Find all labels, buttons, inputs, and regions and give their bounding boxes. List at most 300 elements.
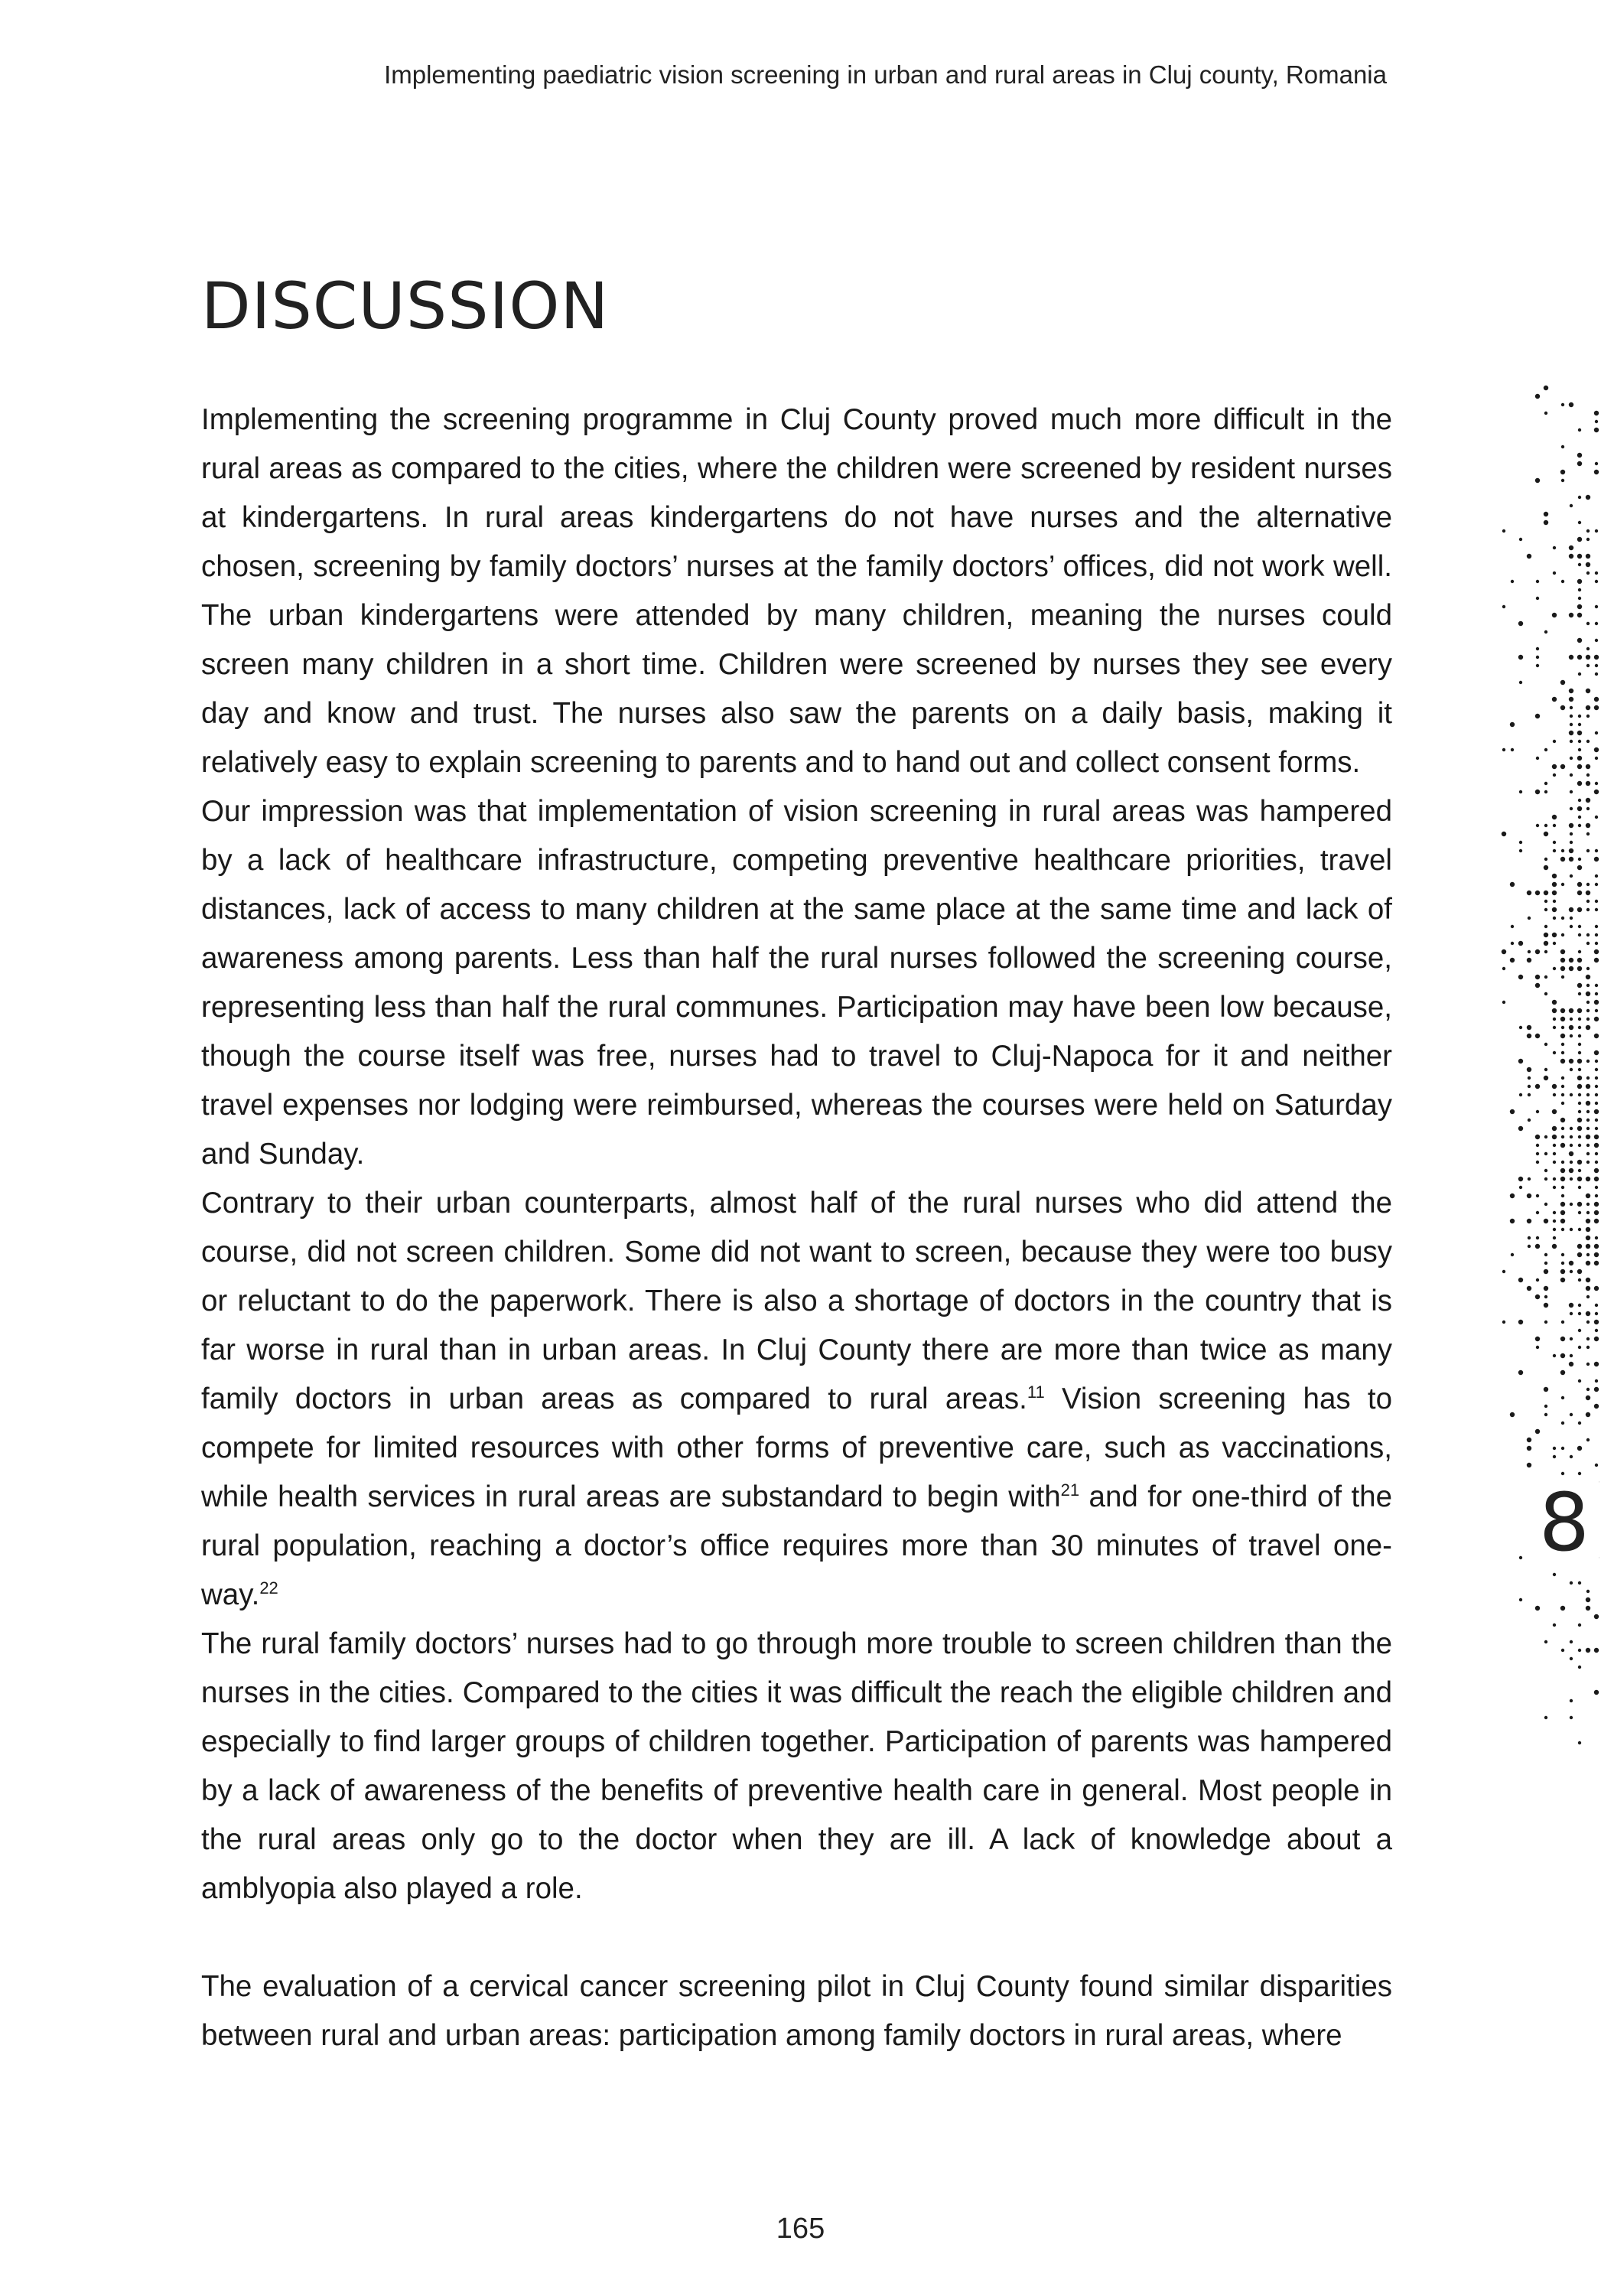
pattern-dot — [1594, 1135, 1599, 1139]
pattern-dot — [1528, 1245, 1531, 1248]
pattern-dot — [1595, 1186, 1598, 1189]
pattern-dot — [1570, 1699, 1573, 1702]
pattern-dot — [1536, 597, 1539, 600]
pattern-dot — [1544, 412, 1547, 415]
pattern-dot — [1595, 883, 1598, 886]
pattern-dot — [1577, 1059, 1582, 1063]
pattern-dot — [1570, 773, 1573, 777]
pattern-dot — [1586, 1194, 1590, 1198]
pattern-dot — [1519, 538, 1522, 541]
pattern-dot — [1544, 832, 1548, 836]
pattern-dot — [1536, 1161, 1539, 1164]
pattern-dot — [1586, 1227, 1590, 1232]
pattern-dot — [1502, 748, 1505, 751]
pattern-dot — [1594, 1109, 1599, 1114]
pattern-dot — [1570, 1228, 1573, 1231]
pattern-dot — [1578, 1666, 1581, 1669]
pattern-dot — [1586, 1025, 1590, 1030]
pattern-dot — [1544, 512, 1548, 516]
pattern-dot — [1560, 1606, 1565, 1610]
pattern-dot — [1502, 949, 1506, 954]
pattern-dot — [1586, 849, 1590, 852]
pattern-dot — [1586, 1590, 1590, 1593]
pattern-dot — [1544, 908, 1547, 911]
pattern-dot — [1586, 705, 1590, 710]
pattern-dot — [1570, 1354, 1573, 1357]
pattern-dot — [1560, 958, 1565, 962]
pattern-dot — [1553, 1623, 1556, 1627]
pattern-dot — [1561, 1253, 1564, 1256]
pattern-dot — [1552, 697, 1557, 702]
pattern-dot — [1553, 1177, 1556, 1181]
pattern-dot — [1560, 470, 1565, 474]
pattern-dot — [1594, 1690, 1599, 1695]
pattern-dot — [1569, 655, 1573, 659]
pattern-dot — [1553, 824, 1556, 827]
chapter-tab-number: 8 — [1530, 1477, 1599, 1568]
pattern-dot — [1553, 849, 1556, 852]
pattern-dot — [1552, 613, 1557, 617]
pattern-dot — [1544, 1321, 1547, 1324]
pattern-dot — [1527, 1219, 1531, 1223]
pattern-dot — [1544, 790, 1547, 793]
pattern-dot — [1586, 538, 1590, 541]
pattern-dot — [1577, 1126, 1582, 1131]
pattern-dot — [1586, 967, 1590, 970]
pattern-dot — [1510, 958, 1515, 962]
pattern-dot — [1595, 1194, 1598, 1197]
pattern-dot — [1552, 907, 1557, 912]
pattern-dot — [1561, 917, 1564, 920]
pattern-dot — [1552, 891, 1557, 895]
pattern-dot — [1586, 1119, 1590, 1122]
pattern-dot — [1594, 655, 1599, 659]
pattern-dot — [1595, 1009, 1598, 1012]
pattern-dot — [1518, 941, 1523, 946]
pattern-dot — [1569, 958, 1573, 962]
pattern-dot — [1569, 1362, 1573, 1366]
pattern-dot — [1553, 967, 1556, 970]
pattern-dot — [1561, 1076, 1564, 1080]
pattern-dot — [1553, 1354, 1556, 1357]
pattern-dot — [1528, 1236, 1531, 1239]
pattern-dot — [1586, 1101, 1590, 1106]
pattern-dot — [1577, 1252, 1582, 1257]
pattern-dot — [1578, 496, 1581, 499]
pattern-dot — [1569, 402, 1573, 407]
pattern-dot — [1586, 1219, 1590, 1223]
pattern-dot — [1544, 1152, 1547, 1155]
pattern-dot — [1586, 562, 1590, 567]
pattern-dot — [1578, 1329, 1581, 1332]
pattern-dot — [1544, 975, 1547, 979]
pattern-dot — [1560, 1337, 1565, 1341]
pattern-dot — [1578, 1312, 1581, 1315]
pattern-dot — [1594, 705, 1599, 710]
pattern-dot — [1535, 1084, 1540, 1089]
pattern-dot — [1586, 664, 1590, 667]
pattern-dot — [1536, 1194, 1539, 1197]
pattern-dot — [1586, 807, 1590, 810]
pattern-dot — [1578, 933, 1581, 936]
pattern-dot — [1577, 891, 1582, 895]
pattern-dot — [1586, 1253, 1590, 1256]
pattern-dot — [1552, 1008, 1557, 1013]
pattern-dot — [1569, 848, 1573, 853]
pattern-dot — [1502, 967, 1505, 970]
pattern-dot — [1553, 1186, 1556, 1189]
pattern-dot — [1586, 1295, 1590, 1298]
pattern-dot — [1561, 479, 1564, 482]
paragraph-3 — [201, 1179, 1392, 1620]
pattern-dot — [1595, 605, 1598, 608]
pattern-dot — [1586, 655, 1590, 659]
pattern-dot — [1578, 1346, 1581, 1349]
pattern-dot — [1586, 1236, 1590, 1240]
pattern-dot — [1595, 849, 1598, 852]
pattern-dot — [1553, 942, 1556, 945]
pattern-dot — [1510, 1194, 1515, 1198]
pattern-dot — [1544, 992, 1547, 995]
pattern-dot — [1536, 824, 1539, 827]
pattern-dot — [1595, 782, 1598, 785]
pattern-dot — [1536, 1236, 1539, 1239]
pattern-dot — [1594, 1210, 1599, 1215]
pattern-dot — [1544, 925, 1547, 928]
pattern-dot — [1586, 529, 1590, 532]
pattern-dot — [1595, 1161, 1598, 1164]
pattern-dot — [1594, 1034, 1599, 1038]
pattern-dot — [1569, 1025, 1573, 1030]
pattern-dot — [1570, 1177, 1573, 1181]
pattern-dot — [1594, 1252, 1599, 1257]
pattern-dot — [1561, 1102, 1564, 1105]
pattern-dot — [1586, 1144, 1590, 1147]
pattern-dot — [1578, 1093, 1581, 1096]
pattern-dot — [1527, 1286, 1531, 1291]
pattern-dot — [1595, 1127, 1598, 1130]
pattern-dot — [1586, 1135, 1590, 1139]
pattern-dot — [1544, 1068, 1547, 1071]
pattern-dot — [1595, 673, 1598, 676]
pattern-dot — [1578, 723, 1581, 726]
pattern-dot — [1560, 1017, 1565, 1021]
pattern-dot — [1577, 764, 1582, 769]
pattern-dot — [1502, 832, 1506, 836]
pattern-dot — [1578, 1649, 1581, 1652]
pattern-dot — [1544, 1262, 1547, 1265]
citation-22: 22 — [259, 1578, 278, 1598]
pattern-dot — [1544, 520, 1548, 525]
pattern-dot — [1570, 1203, 1573, 1206]
pattern-dot — [1527, 958, 1531, 962]
pattern-dot — [1561, 1186, 1564, 1189]
pattern-dot — [1586, 1093, 1590, 1096]
pattern-dot — [1569, 823, 1573, 828]
pattern-dot — [1594, 1337, 1599, 1341]
pattern-dot — [1594, 857, 1599, 861]
pattern-dot — [1570, 807, 1573, 810]
pattern-dot — [1595, 1329, 1598, 1332]
pattern-dot — [1544, 1135, 1547, 1138]
pattern-dot — [1570, 757, 1573, 760]
pattern-dot — [1519, 841, 1522, 844]
pattern-dot — [1595, 462, 1598, 465]
pattern-dot — [1595, 1093, 1598, 1096]
pattern-dot — [1536, 664, 1539, 667]
pattern-dot — [1552, 874, 1557, 878]
pattern-dot — [1570, 1337, 1573, 1340]
pattern-dot — [1527, 1034, 1531, 1038]
pattern-dot — [1577, 1008, 1582, 1013]
pattern-dot — [1511, 925, 1514, 928]
pattern-dot — [1560, 764, 1565, 769]
pattern-dot — [1535, 1337, 1540, 1341]
pattern-dot — [1586, 933, 1590, 936]
pattern-dot — [1536, 1110, 1539, 1113]
pattern-dot — [1586, 1177, 1590, 1181]
pattern-dot — [1586, 798, 1590, 803]
pattern-dot — [1511, 1253, 1514, 1256]
pattern-dot — [1578, 925, 1581, 928]
pattern-dot — [1594, 1244, 1599, 1249]
pattern-dot — [1578, 1018, 1581, 1021]
pattern-dot — [1535, 1295, 1540, 1299]
pattern-dot — [1544, 1286, 1548, 1291]
pattern-dot — [1577, 1160, 1582, 1164]
pattern-dot — [1595, 1102, 1598, 1105]
pattern-dot — [1519, 1186, 1522, 1189]
pattern-dot — [1594, 697, 1599, 702]
pattern-dot — [1536, 656, 1539, 659]
pattern-dot — [1578, 1135, 1581, 1138]
pattern-dot — [1594, 1614, 1599, 1619]
pattern-dot — [1586, 1286, 1590, 1291]
pattern-dot — [1578, 1741, 1581, 1744]
pattern-dot — [1511, 748, 1514, 751]
pattern-dot — [1569, 966, 1573, 971]
pattern-dot — [1561, 1396, 1564, 1399]
pattern-dot — [1595, 1152, 1598, 1155]
pattern-dot — [1535, 394, 1540, 399]
pattern-dot — [1535, 891, 1540, 895]
pattern-dot — [1586, 992, 1590, 996]
pattern-dot — [1595, 529, 1598, 532]
pattern-dot — [1570, 1161, 1573, 1164]
pattern-dot — [1577, 1244, 1582, 1249]
pattern-dot — [1544, 1295, 1547, 1298]
pattern-dot — [1594, 1261, 1599, 1265]
pattern-dot — [1577, 453, 1582, 458]
pattern-dot — [1595, 1312, 1598, 1315]
pattern-dot — [1553, 1455, 1556, 1458]
pattern-dot — [1586, 740, 1590, 743]
pattern-dot — [1578, 1144, 1581, 1147]
pattern-dot — [1544, 1413, 1547, 1416]
pattern-dot — [1553, 1220, 1556, 1223]
pattern-dot — [1544, 1219, 1548, 1223]
pattern-dot — [1595, 1464, 1598, 1467]
pattern-dot — [1560, 1143, 1565, 1148]
pattern-dot — [1586, 1337, 1590, 1340]
pattern-dot — [1577, 983, 1582, 988]
pattern-dot — [1560, 949, 1565, 954]
pattern-dot — [1578, 1211, 1581, 1214]
pattern-dot — [1553, 1051, 1556, 1054]
pattern-dot — [1544, 1640, 1547, 1643]
pattern-dot — [1518, 975, 1523, 979]
pattern-dot — [1544, 1405, 1547, 1408]
pattern-dot — [1595, 1085, 1598, 1088]
page-number: 165 — [776, 2213, 825, 2245]
pattern-dot — [1570, 1270, 1573, 1273]
pattern-dot — [1544, 630, 1547, 633]
pattern-dot — [1544, 1716, 1547, 1719]
pattern-dot — [1535, 1034, 1540, 1038]
pattern-dot — [1570, 1034, 1573, 1037]
pattern-dot — [1595, 1379, 1598, 1382]
pattern-dot — [1577, 461, 1582, 466]
pattern-dot — [1595, 664, 1598, 667]
pattern-dot — [1578, 1304, 1581, 1307]
pattern-dot — [1594, 470, 1599, 474]
pattern-dot — [1595, 639, 1598, 642]
paragraph-2: Our impression was that implementation of vision screening in rural areas was hampered by a lack of healthcare infrastructure, competing preventive healthcare priorities, travel distances, lack of access to many children at the same place at the same time and lack of awareness among parents. Less than half the rural nurses followed the screening course, representing less than half the rural communes. Participation may have been low because, though the course itself was free, nurses had to travel to Cluj-Napoca for it and neither travel expenses nor lodging were reimbursed, whereas the courses were held on Saturday and Sunday. — [201, 795, 1392, 1171]
pattern-dot — [1595, 874, 1598, 878]
pattern-dot — [1518, 1370, 1523, 1375]
pattern-dot — [1561, 1447, 1564, 1450]
pattern-dot — [1595, 420, 1598, 423]
pattern-dot — [1535, 983, 1540, 988]
pattern-dot — [1570, 1093, 1573, 1096]
pattern-dot — [1578, 673, 1581, 676]
pattern-dot — [1536, 1278, 1539, 1282]
pattern-dot — [1595, 1060, 1598, 1063]
pattern-dot — [1561, 445, 1564, 448]
pattern-dot — [1518, 1278, 1523, 1282]
pattern-dot — [1594, 1219, 1599, 1223]
pattern-dot — [1570, 1657, 1573, 1660]
pattern-dot — [1553, 1018, 1556, 1021]
pattern-dot — [1595, 1119, 1598, 1122]
citation-21: 21 — [1060, 1480, 1080, 1500]
pattern-dot — [1561, 1262, 1564, 1265]
pattern-dot — [1561, 1422, 1564, 1425]
pattern-dot — [1569, 554, 1573, 559]
pattern-dot — [1544, 1203, 1547, 1206]
pattern-dot — [1561, 883, 1564, 886]
pattern-dot — [1518, 621, 1523, 626]
pattern-dot — [1577, 966, 1582, 971]
pattern-dot — [1561, 1321, 1564, 1324]
pattern-dot — [1586, 1396, 1590, 1400]
pattern-dot — [1594, 1320, 1599, 1324]
pattern-dot — [1595, 1076, 1598, 1080]
pattern-dot — [1570, 1144, 1573, 1147]
pattern-dot — [1553, 1152, 1556, 1155]
pattern-dot — [1560, 705, 1565, 710]
pattern-dot — [1578, 1102, 1581, 1105]
pattern-dot — [1595, 992, 1598, 995]
pattern-dot — [1586, 832, 1590, 835]
pattern-dot — [1578, 950, 1581, 953]
pattern-dot — [1595, 908, 1598, 911]
pattern-dot — [1535, 1244, 1540, 1249]
pattern-dot — [1561, 1093, 1564, 1096]
pattern-dot — [1578, 992, 1581, 995]
pattern-dot — [1586, 1438, 1590, 1441]
pattern-dot — [1594, 411, 1599, 415]
pattern-dot — [1560, 1353, 1565, 1358]
pattern-dot — [1586, 1060, 1590, 1063]
pattern-dot — [1560, 1118, 1565, 1122]
pattern-dot — [1560, 966, 1565, 971]
pattern-dot — [1578, 1581, 1581, 1584]
pattern-dot — [1527, 554, 1531, 559]
pattern-dot — [1544, 858, 1547, 861]
pattern-dot — [1569, 689, 1573, 693]
pattern-dot — [1595, 942, 1598, 945]
pattern-dot — [1528, 1119, 1531, 1122]
pattern-dot — [1569, 1261, 1573, 1265]
pattern-dot — [1544, 900, 1547, 903]
pattern-dot — [1586, 908, 1590, 911]
pattern-dot — [1578, 799, 1581, 802]
pattern-dot — [1578, 1228, 1581, 1231]
pattern-dot — [1502, 1270, 1505, 1273]
pattern-dot — [1561, 1472, 1564, 1475]
pattern-dot — [1569, 1059, 1573, 1063]
pattern-dot — [1577, 554, 1582, 559]
pattern-dot — [1519, 1093, 1522, 1096]
pattern-dot — [1561, 1649, 1564, 1652]
pattern-dot — [1510, 1412, 1515, 1417]
pattern-dot — [1528, 1076, 1531, 1080]
pattern-dot — [1553, 900, 1556, 903]
pattern-dot — [1586, 1161, 1590, 1164]
pattern-dot — [1561, 1127, 1564, 1130]
pattern-dot — [1594, 1168, 1599, 1173]
pattern-dot — [1502, 529, 1505, 532]
pattern-dot — [1528, 1085, 1531, 1088]
pattern-dot — [1536, 757, 1539, 760]
section-title: DISCUSSION — [201, 269, 610, 344]
pattern-dot — [1528, 917, 1531, 920]
pattern-dot — [1560, 1278, 1565, 1282]
pattern-dot — [1578, 1472, 1581, 1475]
pattern-dot — [1578, 824, 1581, 827]
pattern-dot — [1586, 622, 1590, 625]
pattern-dot — [1502, 1321, 1505, 1324]
pattern-dot — [1536, 580, 1539, 583]
pattern-dot — [1561, 1228, 1564, 1231]
pattern-dot — [1586, 1244, 1590, 1249]
pattern-dot — [1560, 857, 1565, 861]
pattern-dot — [1527, 1067, 1531, 1072]
pattern-dot — [1553, 1144, 1556, 1147]
pattern-dot — [1527, 1446, 1531, 1451]
pattern-dot — [1595, 580, 1598, 583]
pattern-dot — [1578, 588, 1581, 591]
pattern-dot — [1561, 1051, 1564, 1054]
pattern-dot — [1586, 1597, 1590, 1602]
pattern-dot — [1570, 1640, 1573, 1643]
pattern-dot — [1595, 622, 1598, 625]
pattern-dot — [1560, 1168, 1565, 1173]
pattern-dot — [1553, 773, 1556, 777]
pattern-dot — [1577, 1446, 1582, 1451]
pattern-dot — [1578, 1110, 1581, 1113]
